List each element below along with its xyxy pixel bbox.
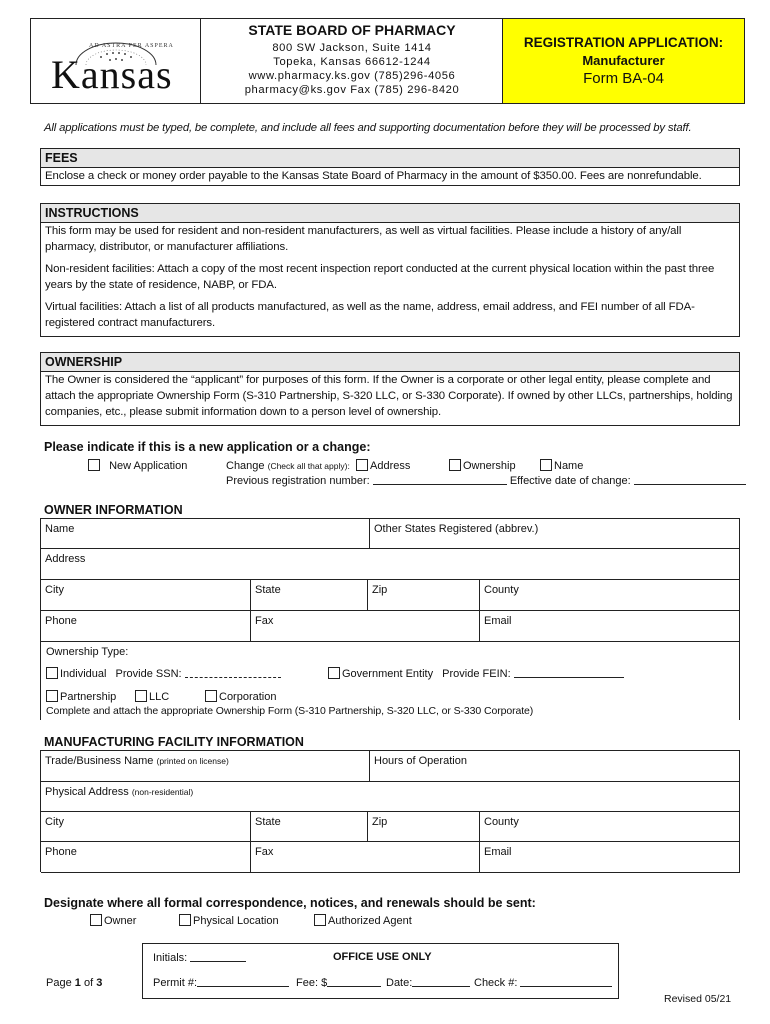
- new-application-option[interactable]: [88, 459, 187, 472]
- office-permit-label: Permit #:: [153, 977, 198, 989]
- board-title: STATE BOARD OF PHARMACY: [248, 22, 456, 38]
- new-application-checkbox[interactable]: [88, 459, 100, 471]
- physical-address-label: Physical Address: [45, 786, 129, 798]
- page-total: 3: [96, 977, 103, 989]
- fees-heading: FEES: [41, 149, 739, 168]
- facility-phone-label: Phone: [45, 846, 77, 858]
- ownership-heading: OWNERSHIP: [41, 353, 739, 372]
- owner-state-field[interactable]: [251, 580, 368, 611]
- change-ownership-label: Ownership: [463, 460, 516, 472]
- government-option[interactable]: [328, 667, 624, 680]
- llc-checkbox[interactable]: [135, 690, 147, 702]
- individual-label: Individual: [60, 668, 107, 680]
- change-address-option[interactable]: [356, 459, 410, 472]
- office-permit-field[interactable]: [197, 976, 289, 987]
- page-prefix: Page: [46, 977, 72, 989]
- board-web-phone: www.pharmacy.ks.gov (785)296-4056: [248, 70, 456, 82]
- partnership-checkbox[interactable]: [46, 690, 58, 702]
- change-hint: (Check all that apply):: [267, 461, 350, 471]
- corporation-checkbox[interactable]: [205, 690, 217, 702]
- owner-info-table: [40, 518, 740, 720]
- facility-email-field[interactable]: [480, 842, 740, 873]
- office-check: [474, 976, 612, 989]
- kansas-logo: [31, 19, 201, 103]
- correspondence-agent-option[interactable]: [314, 914, 412, 927]
- change-address-checkbox[interactable]: [356, 459, 368, 471]
- corporation-label: Corporation: [219, 691, 277, 703]
- facility-state-field[interactable]: [251, 812, 368, 842]
- owner-email-field[interactable]: [480, 611, 740, 642]
- office-date-field[interactable]: [412, 976, 470, 987]
- facility-city-field[interactable]: [41, 812, 251, 842]
- owner-zip-field[interactable]: [368, 580, 480, 611]
- facility-state-label: State: [255, 816, 281, 828]
- fees-text: Enclose a check or money order payable to the Kansas State Board of Pharmacy in the amount of $350.00. Fees are nonrefundable.: [45, 170, 702, 182]
- fees-section: [40, 148, 740, 186]
- instructions-p2: Non-resident facilities: Attach a copy of the most recent inspection report conducted at the current physical location within the past three years by the state of residence, NABP, or FDA.: [45, 263, 715, 291]
- instructions-heading: INSTRUCTIONS: [41, 204, 739, 223]
- office-initials-field[interactable]: [190, 951, 246, 962]
- facility-zip-label: Zip: [372, 816, 388, 828]
- previous-registration-field[interactable]: [373, 474, 507, 485]
- partnership-option[interactable]: [46, 690, 116, 703]
- owner-info-heading: OWNER INFORMATION: [44, 503, 183, 517]
- owner-name-field[interactable]: [41, 519, 370, 549]
- government-label: Government Entity: [342, 668, 434, 680]
- ownership-text: The Owner is considered the “applicant” for purposes of this form. If the Owner is a corporate or other legal entity, please complete and attach the appropriate Ownership Form (S-310 Partnership, S-320 LLC, or S-330 Corporate). If owned by other LLCs, partnerships, holding companies, etc., please submit information down to a person level of ownership.: [45, 374, 733, 418]
- page-of: of: [83, 977, 94, 989]
- fein-field[interactable]: [514, 667, 624, 678]
- change-ownership-checkbox[interactable]: [449, 459, 461, 471]
- board-info: [202, 19, 502, 103]
- ownership-section: [40, 352, 740, 426]
- owner-county-label: County: [484, 584, 519, 596]
- form-subtitle: Manufacturer: [582, 53, 665, 68]
- owner-city-field[interactable]: [41, 580, 251, 611]
- facility-info-heading: MANUFACTURING FACILITY INFORMATION: [44, 735, 304, 749]
- correspondence-physical-option[interactable]: [179, 914, 279, 927]
- owner-state-label: State: [255, 584, 281, 596]
- correspondence-physical-checkbox[interactable]: [179, 914, 191, 926]
- facility-zip-field[interactable]: [368, 812, 480, 842]
- page-current: 1: [74, 977, 81, 989]
- facility-info-table: [40, 750, 740, 872]
- change-name-checkbox[interactable]: [540, 459, 552, 471]
- attach-ownership-note: Complete and attach the appropriate Ownership Form (S-310 Partnership, S-320 LLC, or S-330 Corporate): [46, 705, 534, 717]
- logo-kansas-text: Kansas: [51, 52, 173, 97]
- new-application-label: New Application: [109, 460, 188, 472]
- owner-city-label: City: [45, 584, 64, 596]
- office-fee-label: Fee: $: [296, 977, 328, 989]
- owner-phone-label: Phone: [45, 615, 77, 627]
- facility-email-label: Email: [484, 846, 512, 858]
- facility-fax-field[interactable]: [251, 842, 480, 873]
- form-title: REGISTRATION APPLICATION:: [523, 35, 724, 50]
- office-date: [386, 976, 470, 989]
- board-address-line1: 800 SW Jackson, Suite 1414: [272, 42, 432, 54]
- trade-name-label: Trade/Business Name: [45, 755, 154, 767]
- change-name-label: Name: [554, 460, 584, 472]
- page-number: [46, 977, 102, 989]
- owner-address-field[interactable]: [41, 549, 740, 580]
- facility-city-label: City: [45, 816, 64, 828]
- effective-date-field[interactable]: [634, 474, 746, 485]
- owner-address-label: Address: [45, 553, 86, 565]
- llc-option[interactable]: [135, 690, 169, 703]
- government-checkbox[interactable]: [328, 667, 340, 679]
- facility-fax-label: Fax: [255, 846, 274, 858]
- change-label: Change: [226, 460, 265, 472]
- office-check-label: Check #:: [474, 977, 518, 989]
- owner-email-label: Email: [484, 615, 512, 627]
- revised-date: Revised 05/21: [664, 993, 732, 1005]
- owner-fax-label: Fax: [255, 615, 274, 627]
- board-email-fax: pharmacy@ks.gov Fax (785) 296-8420: [244, 84, 460, 96]
- owner-name-label: Name: [45, 523, 75, 535]
- facility-phone-field[interactable]: [41, 842, 251, 873]
- instructions-p3: Virtual facilities: Attach a list of all products manufactured, as well as the name, address, email address, and FEI number of all FDA-registered contract manufacturers.: [45, 301, 695, 329]
- office-initials-label: Initials:: [153, 952, 188, 964]
- partnership-label: Partnership: [60, 691, 117, 703]
- correspondence-owner-label: Owner: [104, 915, 137, 927]
- trade-name-field[interactable]: [41, 751, 370, 782]
- form-number: Form BA-04: [583, 70, 664, 87]
- change-ownership-option[interactable]: [449, 459, 516, 472]
- correspondence-heading: Designate where all formal correspondence, notices, and renewals should be sent:: [44, 896, 536, 910]
- change-address-label: Address: [370, 460, 411, 472]
- change-option: [226, 460, 350, 472]
- provide-ssn-label: Provide SSN:: [115, 668, 182, 680]
- previous-registration-row: [226, 474, 746, 487]
- owner-county-field[interactable]: [480, 580, 740, 611]
- office-check-field[interactable]: [520, 976, 612, 987]
- owner-zip-label: Zip: [372, 584, 388, 596]
- facility-county-label: County: [484, 816, 519, 828]
- hours-of-operation-field[interactable]: [370, 751, 740, 782]
- application-type-heading: Please indicate if this is a new application or a change:: [44, 440, 371, 454]
- correspondence-physical-label: Physical Location: [193, 915, 279, 927]
- office-fee: [296, 976, 381, 989]
- notice-text: All applications must be typed, be complete, and include all fees and supporting documentation before they will be processed by staff.: [44, 122, 692, 134]
- instructions-section: [40, 203, 740, 337]
- trade-name-hint: (printed on license): [156, 756, 229, 766]
- correspondence-owner-checkbox[interactable]: [90, 914, 102, 926]
- office-date-label: Date:: [386, 977, 413, 989]
- corporation-option[interactable]: [205, 690, 276, 703]
- owner-other-states-field[interactable]: [370, 519, 740, 549]
- office-initials: [153, 951, 246, 964]
- header-box: [30, 18, 745, 104]
- instructions-p1: This form may be used for resident and non-resident manufacturers, as well as virtual facilities. Please include a history of any/all pharmacy, distributor, or manufacturer affiliations.: [45, 225, 682, 253]
- board-address-line2: Topeka, Kansas 66612-1244: [273, 56, 431, 68]
- change-name-option[interactable]: [540, 459, 583, 472]
- office-use-title: OFFICE USE ONLY: [333, 951, 432, 963]
- office-fee-field[interactable]: [327, 976, 381, 987]
- owner-fax-field[interactable]: [251, 611, 480, 642]
- physical-address-hint: (non-residential): [131, 787, 194, 797]
- owner-other-states-label: Other States Registered (abbrev.): [374, 523, 539, 535]
- correspondence-agent-label: Authorized Agent: [328, 915, 412, 927]
- owner-phone-field[interactable]: [41, 611, 251, 642]
- physical-address-field[interactable]: [41, 782, 740, 812]
- facility-county-field[interactable]: [480, 812, 740, 842]
- llc-label: LLC: [149, 691, 170, 703]
- effective-date-label: Effective date of change:: [509, 475, 631, 487]
- ownership-type-label: Ownership Type:: [46, 646, 129, 658]
- logo-arc-text: AD ASTRA PER ASPERA: [89, 43, 174, 49]
- provide-fein-label: Provide FEIN:: [442, 668, 511, 680]
- previous-registration-label: Previous registration number:: [226, 475, 370, 487]
- individual-checkbox[interactable]: [46, 667, 58, 679]
- individual-option[interactable]: [46, 667, 281, 680]
- office-use-box: [142, 943, 619, 999]
- correspondence-owner-option[interactable]: [90, 914, 136, 927]
- office-permit: [153, 976, 289, 989]
- ssn-field[interactable]: [185, 667, 281, 678]
- form-title-box: [502, 19, 744, 103]
- correspondence-agent-checkbox[interactable]: [314, 914, 326, 926]
- hours-of-operation-label: Hours of Operation: [374, 755, 467, 767]
